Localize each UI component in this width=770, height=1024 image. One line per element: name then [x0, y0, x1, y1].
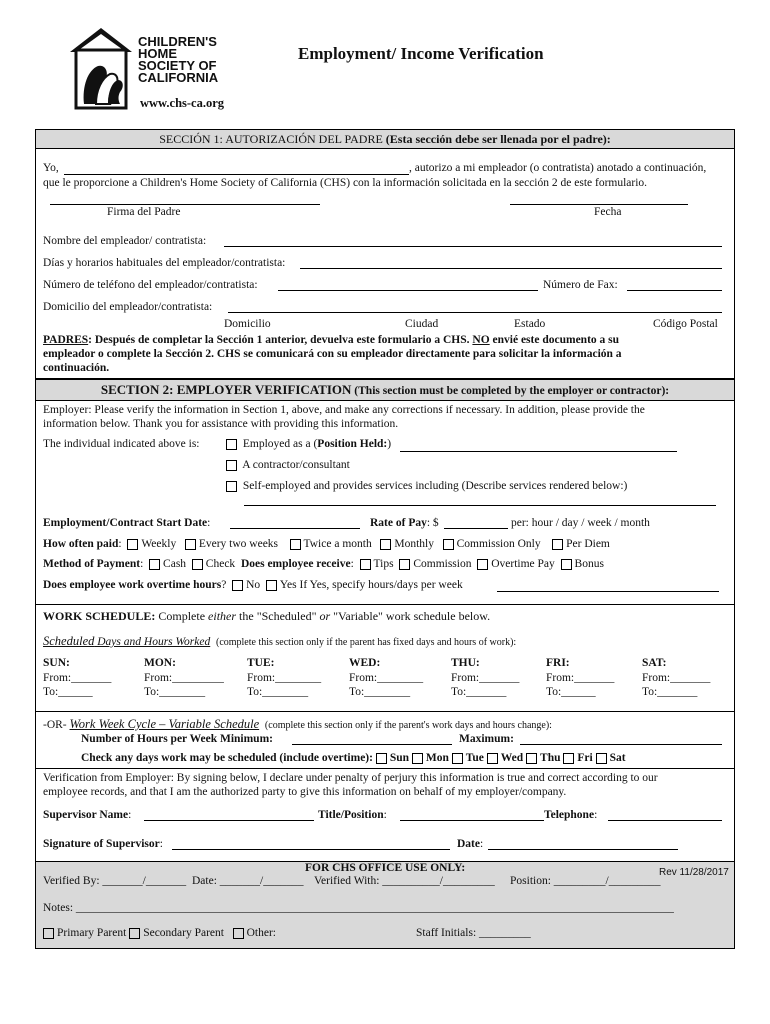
biweekly-checkbox[interactable]: [185, 539, 196, 550]
how-often-row: How often paid: Weekly Every two weeks Twice a month Monthly Commission Only Per Diem: [43, 538, 610, 550]
revision-date: Rev 11/28/2017: [659, 867, 729, 878]
day-mon: MON:: [144, 657, 176, 669]
min-hours-field[interactable]: [292, 744, 452, 745]
employer-fax-field[interactable]: [627, 290, 722, 291]
addr-ciudad: Ciudad: [405, 318, 439, 330]
addr-cp: Código Postal: [653, 318, 718, 330]
parent-name-field[interactable]: [64, 174, 409, 175]
org-name: CHILDREN'S HOME SOCIETY OF CALIFORNIA: [138, 34, 219, 85]
tips-checkbox[interactable]: [360, 559, 371, 570]
cash-checkbox[interactable]: [149, 559, 160, 570]
office-position[interactable]: Position: _________/_________: [510, 875, 661, 887]
self-employed-option: Self-employed and provides services including (Describe services rendered below:): [226, 480, 627, 492]
work-schedule-heading: WORK SCHEDULE: Complete either the "Scheduled" or "Variable" work schedule below.: [43, 609, 491, 623]
intro-text: Employer: Please verify the information in Section 1, above, and make any corrections if necessary. In addition, please provide the: [43, 404, 645, 416]
section2-heading: SECTION 2: EMPLOYER VERIFICATION (This section must be completed by the employer or contractor):: [36, 380, 734, 401]
tue-from[interactable]: From:________: [247, 672, 322, 684]
padres-notice: PADRES: Después de completar la Sección 1 anterior, devuelva este formulario a CHS. NO envié este documento a su: [43, 334, 620, 346]
scheduled-heading: Scheduled Days and Hours Worked (complete this section only if the parent has fixed days and hours of work):: [43, 634, 517, 648]
employed-checkbox[interactable]: [226, 439, 237, 450]
mon-checkbox[interactable]: [412, 753, 423, 764]
tue-checkbox[interactable]: [452, 753, 463, 764]
day-thu: THU:: [451, 657, 480, 669]
auth-text-line2: que le proporcione a Children's Home Society of California (CHS) con la información solicitada en la sección 2 de este formulario.: [43, 177, 648, 189]
commission-checkbox[interactable]: [399, 559, 410, 570]
per-diem-checkbox[interactable]: [552, 539, 563, 550]
check-checkbox[interactable]: [192, 559, 203, 570]
day-tue: TUE:: [247, 657, 275, 669]
signature-label: Signature of Supervisor:: [43, 838, 163, 850]
position-held-field[interactable]: [400, 451, 677, 452]
employed-option: Employed as a (Position Held:): [226, 438, 391, 450]
sun-from[interactable]: From:_______: [43, 672, 112, 684]
divider: [36, 711, 734, 712]
title-position-label: Title/Position:: [318, 809, 387, 821]
sched-days-row: Check any days work may be scheduled (include overtime): Sun Mon Tue Wed Thu Fri Sat: [81, 752, 626, 764]
date-label: Date:: [457, 838, 484, 850]
thu-checkbox[interactable]: [526, 753, 537, 764]
employer-phone-field[interactable]: [278, 290, 538, 291]
rate-per: per: hour / day / week / month: [511, 517, 650, 529]
secondary-parent-checkbox[interactable]: [129, 928, 140, 939]
divider: [36, 604, 734, 605]
page-title: Employment/ Income Verification: [298, 44, 544, 63]
start-date-field[interactable]: [230, 528, 360, 529]
variable-heading: -OR- Work Week Cycle – Variable Schedule (complete this section only if the parent's work days and hours change):: [43, 717, 552, 731]
telefono-label: Número de teléfono del empleador/contratista:: [43, 279, 258, 291]
wed-to[interactable]: To:________: [349, 686, 411, 698]
semimonthly-checkbox[interactable]: [290, 539, 301, 550]
individual-label: The individual indicated above is:: [43, 438, 200, 450]
overtime-specify-field[interactable]: [497, 591, 719, 592]
dias-label: Días y horarios habituales del empleador/contratista:: [43, 257, 286, 269]
employer-address-field[interactable]: [228, 312, 722, 313]
day-sun: SUN:: [43, 657, 70, 669]
fri-from[interactable]: From:_______: [546, 672, 615, 684]
firma-label: Firma del Padre: [107, 206, 181, 218]
services-field[interactable]: [244, 505, 716, 506]
verified-with[interactable]: Verified With: __________/_________: [314, 875, 495, 887]
supervisor-date-field[interactable]: [488, 849, 678, 850]
payment-row: Method of Payment: Cash Check Does employee receive: Tips Commission Overtime Pay Bonus: [43, 558, 604, 570]
parent-type-row: Primary Parent Secondary Parent Other:: [43, 927, 276, 939]
domicilio-label: Domicilio del empleador/contratista:: [43, 301, 213, 313]
bonus-checkbox[interactable]: [561, 559, 572, 570]
fri-checkbox[interactable]: [563, 753, 574, 764]
start-date-label: Employment/Contract Start Date:: [43, 517, 211, 529]
monthly-checkbox[interactable]: [380, 539, 391, 550]
employer-hours-field[interactable]: [300, 268, 722, 269]
primary-parent-checkbox[interactable]: [43, 928, 54, 939]
max-hours-label: Maximum:: [459, 733, 514, 745]
office-date[interactable]: Date: _______/_______: [192, 875, 304, 887]
day-fri: FRI:: [546, 657, 570, 669]
overtime-pay-checkbox[interactable]: [477, 559, 488, 570]
divider: [36, 768, 734, 769]
max-hours-field[interactable]: [520, 744, 722, 745]
supervisor-name-label: Supervisor Name:: [43, 809, 132, 821]
verification-text: Verification from Employer: By signing below, I declare under penalty of perjury this information is true and correct according to our: [43, 772, 658, 784]
padres-notice-line3: continuación.: [43, 362, 110, 374]
sat-from[interactable]: From:_______: [642, 672, 711, 684]
title-position-field[interactable]: [400, 820, 544, 821]
contractor-option: A contractor/consultant: [226, 459, 350, 471]
parent-date-field[interactable]: [510, 204, 688, 205]
day-sat: SAT:: [642, 657, 667, 669]
contractor-checkbox[interactable]: [226, 460, 237, 471]
office-heading: FOR CHS OFFICE USE ONLY:: [305, 862, 466, 874]
padres-notice-line2: empleador o complete la Sección 2. CHS se comunicará con su empleador directamente para solicitar la información a: [43, 348, 622, 360]
sat-checkbox[interactable]: [596, 753, 607, 764]
overtime-yes-checkbox[interactable]: [266, 580, 277, 591]
fax-label: Número de Fax:: [543, 279, 618, 291]
min-hours-label: Number of Hours per Week Minimum:: [81, 733, 273, 745]
mon-from[interactable]: From:_________: [144, 672, 224, 684]
employer-name-field[interactable]: [224, 246, 722, 247]
addr-domicilio: Domicilio: [224, 318, 271, 330]
other-checkbox[interactable]: [233, 928, 244, 939]
sun-checkbox[interactable]: [376, 753, 387, 764]
notes-field[interactable]: Notes: ________________________________________________________________________________________________________: [43, 902, 674, 914]
fecha-label: Fecha: [594, 206, 622, 218]
sun-to[interactable]: To:______: [43, 686, 93, 698]
rate-label: Rate of Pay: $: [370, 517, 439, 529]
org-url: www.chs-ca.org: [140, 96, 225, 110]
wed-checkbox[interactable]: [487, 753, 498, 764]
thu-from[interactable]: From:_______: [451, 672, 520, 684]
self-employed-checkbox[interactable]: [226, 481, 237, 492]
staff-initials[interactable]: Staff Initials: _________: [416, 927, 531, 939]
thu-to[interactable]: To:_______: [451, 686, 507, 698]
day-wed: WED:: [349, 657, 381, 669]
addr-estado: Estado: [514, 318, 546, 330]
auth-text: , autorizo a mi empleador (o contratista) anotado a continuación,: [409, 162, 707, 174]
overtime-no-checkbox[interactable]: [232, 580, 243, 591]
telephone-field[interactable]: [608, 820, 722, 821]
parent-signature-field[interactable]: [50, 204, 320, 205]
supervisor-name-field[interactable]: [144, 820, 314, 821]
sat-to[interactable]: To:_______: [642, 686, 698, 698]
tue-to[interactable]: To:________: [247, 686, 309, 698]
mon-to[interactable]: To:________: [144, 686, 206, 698]
nombre-label: Nombre del empleador/ contratista:: [43, 235, 207, 247]
rate-field[interactable]: [444, 528, 508, 529]
fri-to[interactable]: To:______: [546, 686, 596, 698]
wed-from[interactable]: From:________: [349, 672, 424, 684]
section1-heading: SECCIÓN 1: AUTORIZACIÓN DEL PADRE (Esta sección debe ser llenada por el padre):: [36, 130, 734, 149]
intro-text-line2: information below. Thank you for assistance with providing this information.: [43, 418, 399, 430]
verified-by[interactable]: Verified By: _______/_______: [43, 875, 187, 887]
weekly-checkbox[interactable]: [127, 539, 138, 550]
overtime-row: Does employee work overtime hours? No Yes If Yes, specify hours/days per week: [43, 579, 463, 591]
verification-text-line2: employee records, and that I am the authorized party to give this information on behalf of my employer/company.: [43, 786, 567, 798]
supervisor-signature-field[interactable]: [172, 849, 450, 850]
commission-only-checkbox[interactable]: [443, 539, 454, 550]
telephone-label: Telephone:: [544, 809, 598, 821]
yo-label: Yo,: [43, 162, 59, 174]
